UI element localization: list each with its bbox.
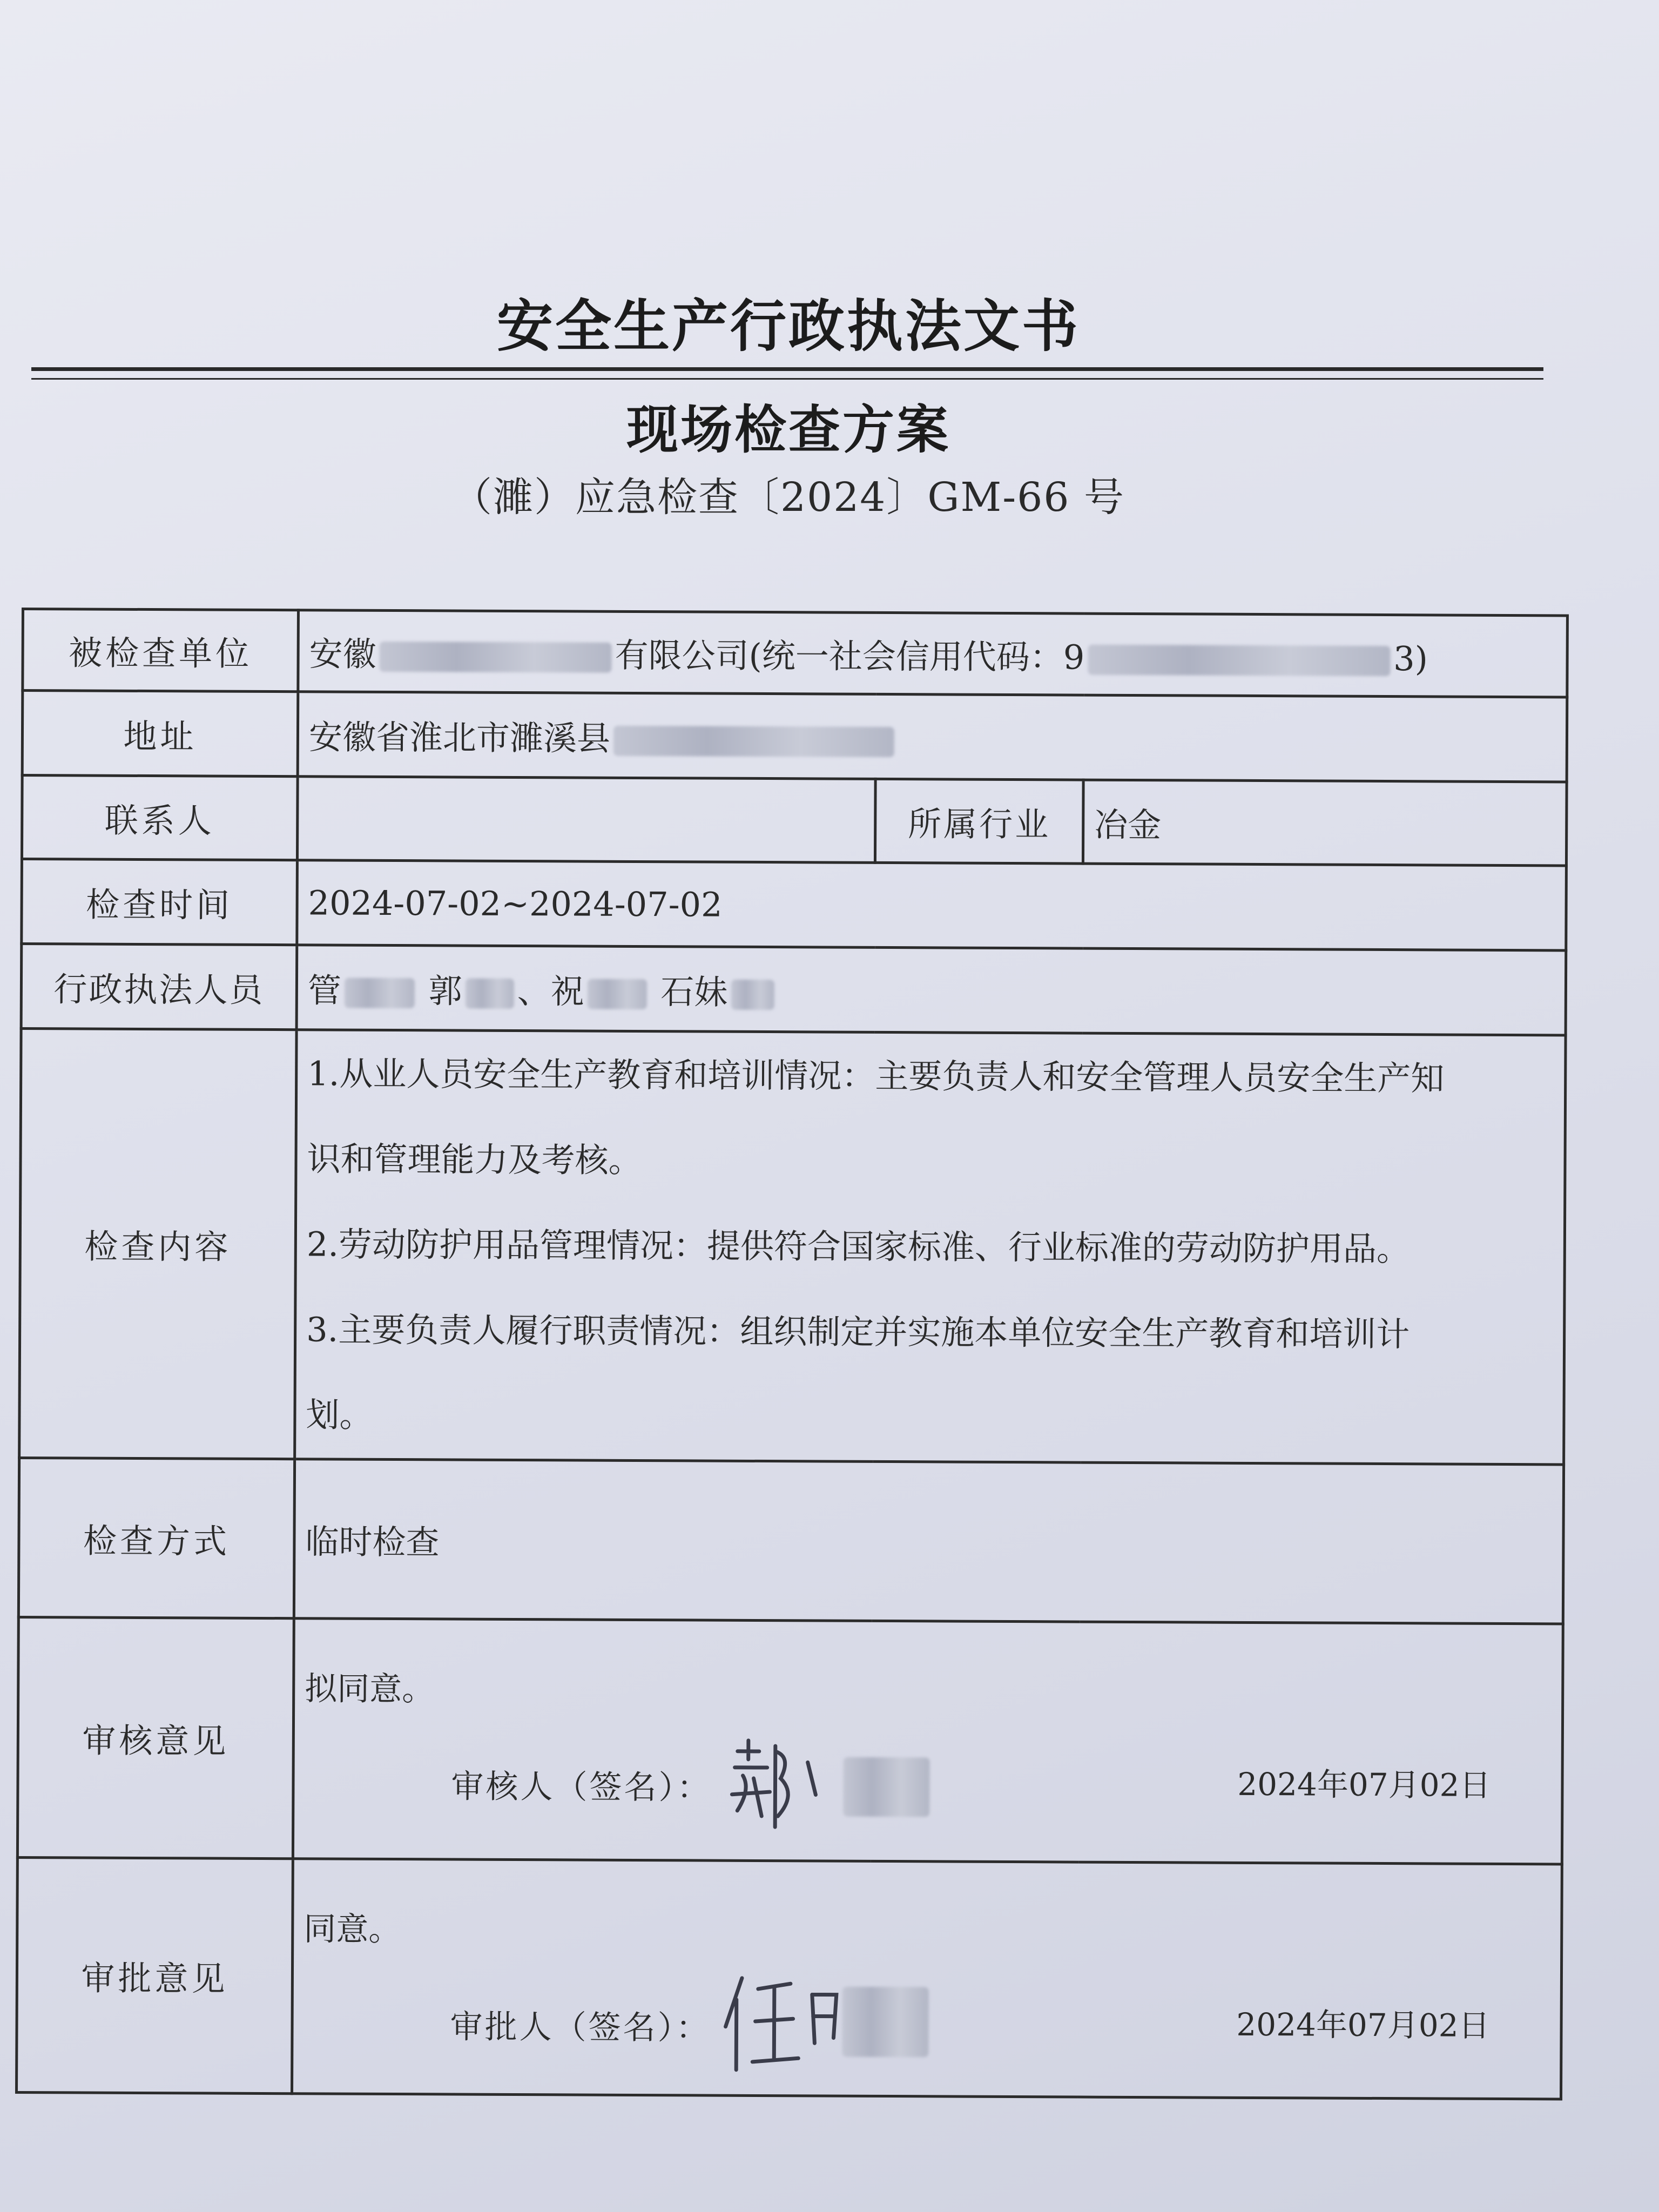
label-address: 地址 bbox=[22, 691, 298, 777]
content-line: 划。 bbox=[306, 1395, 373, 1435]
redacted-staff-1 bbox=[345, 978, 415, 1009]
document-subtitle: 现场检查方案 bbox=[626, 400, 950, 460]
label-inspection-time: 检查时间 bbox=[22, 859, 298, 945]
staff-name-1: 管 bbox=[307, 970, 342, 1010]
label-inspected-unit: 被检查单位 bbox=[23, 609, 299, 692]
approver-sign-label: 审批人（签名）： bbox=[450, 2008, 711, 2047]
content-line: 2.劳动防护用品管理情况：提供符合国家标准、行业标准的劳动防护用品。 bbox=[306, 1224, 1411, 1269]
reviewer-sign-label: 审核人（签名）： bbox=[451, 1768, 712, 1807]
value-inspection-content bbox=[295, 1030, 1566, 1465]
label-contact: 联系人 bbox=[22, 775, 298, 860]
document-number: （濉）应急检查〔2024〕GM-66 号 bbox=[452, 474, 1125, 521]
row-inspection-method bbox=[18, 1458, 1563, 1623]
redacted-staff-3 bbox=[588, 979, 647, 1009]
redacted-unit-name bbox=[380, 642, 612, 673]
value-approval-opinion bbox=[292, 1859, 1562, 2099]
staff-name-2: 郭 bbox=[428, 970, 462, 1011]
value-inspection-time: 2024-07-02~2024-07-02 bbox=[297, 860, 1567, 950]
unit-name-prefix: 安徽 bbox=[309, 633, 376, 674]
label-inspection-content: 检查内容 bbox=[19, 1029, 296, 1459]
row-inspection-time bbox=[22, 859, 1567, 950]
label-review-opinion: 审核意见 bbox=[17, 1617, 294, 1858]
row-review-opinion bbox=[17, 1617, 1563, 1864]
content-line: 1.从业人员安全生产教育和培训情况：主要负责人和安全管理人员安全生产知 bbox=[307, 1054, 1445, 1098]
redacted-approver-name bbox=[842, 1987, 929, 2058]
value-address bbox=[298, 692, 1567, 782]
staff-name-4: 石妹 bbox=[660, 972, 728, 1012]
redacted-address bbox=[613, 726, 894, 757]
row-approval-opinion bbox=[17, 1857, 1562, 2099]
label-industry: 所属行业 bbox=[875, 779, 1083, 864]
label-enforcement-staff: 行政执法人员 bbox=[21, 944, 297, 1030]
row-contact bbox=[22, 775, 1567, 866]
staff-name-3: 、祝 bbox=[517, 971, 584, 1011]
row-address bbox=[22, 691, 1567, 782]
content-line: 3.主要负责人履行职责情况：组织制定并实施本单位安全生产教育和培训计 bbox=[306, 1310, 1410, 1354]
label-approval-opinion: 审批意见 bbox=[17, 1857, 293, 2093]
row-enforcement-staff bbox=[21, 944, 1566, 1035]
redacted-staff-4 bbox=[731, 980, 774, 1010]
value-contact bbox=[297, 777, 875, 863]
title-rule-thick bbox=[31, 367, 1543, 371]
approval-opinion-text: 同意。 bbox=[304, 1910, 401, 1949]
row-inspected-unit bbox=[23, 609, 1568, 697]
redacted-staff-2 bbox=[466, 979, 514, 1009]
document-title: 安全生产行政执法文书 bbox=[496, 293, 1080, 359]
address-text: 安徽省淮北市濉溪县 bbox=[308, 717, 611, 758]
inspection-plan-table bbox=[15, 608, 1569, 2100]
value-enforcement-staff bbox=[296, 945, 1566, 1035]
review-date: 2024年07月02日 bbox=[1237, 1765, 1491, 1804]
value-inspected-unit bbox=[298, 610, 1568, 697]
redacted-reviewer-name bbox=[843, 1757, 929, 1817]
unit-name-suffix: 3) bbox=[1393, 638, 1428, 678]
approval-date: 2024年07月02日 bbox=[1236, 2006, 1490, 2044]
unit-name-mid: 有限公司(统一社会信用代码：9 bbox=[615, 635, 1085, 677]
content-line: 识和管理能力及考核。 bbox=[307, 1139, 642, 1181]
value-review-opinion bbox=[293, 1618, 1563, 1864]
review-opinion-text: 拟同意。 bbox=[305, 1670, 435, 1709]
value-industry: 冶金 bbox=[1083, 780, 1567, 866]
value-inspection-method: 临时检查 bbox=[294, 1459, 1563, 1624]
row-inspection-content bbox=[19, 1029, 1566, 1465]
label-inspection-method: 检查方式 bbox=[18, 1458, 294, 1618]
title-rule-thin bbox=[31, 378, 1543, 380]
redacted-credit-code bbox=[1088, 645, 1390, 676]
